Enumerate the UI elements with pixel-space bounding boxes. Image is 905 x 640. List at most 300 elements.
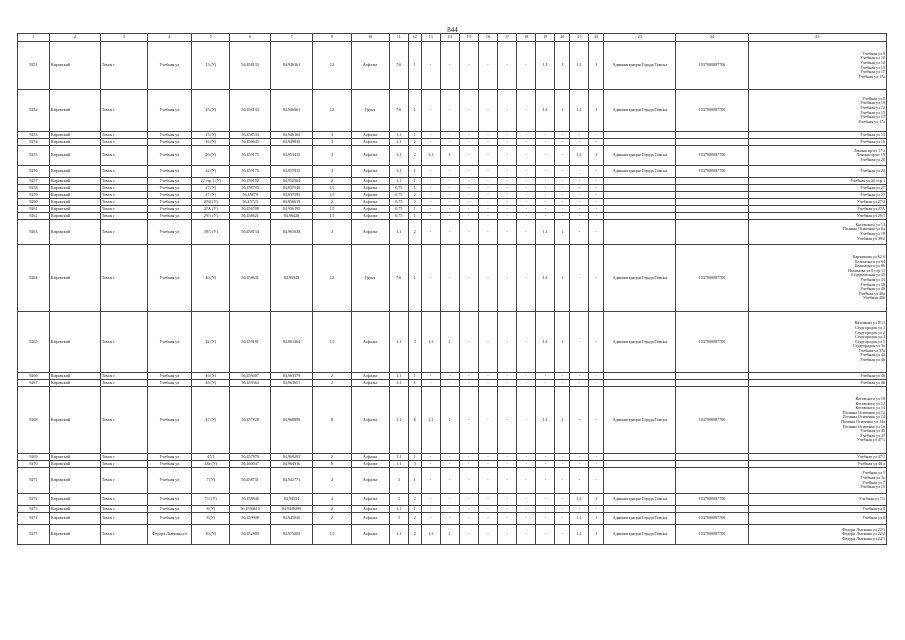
table-cell: 3 [313,166,351,178]
table-cell: - [498,132,517,139]
table-cell: - [498,185,517,192]
table-cell: Администрация Города Томска [604,90,676,132]
header-row [18,34,887,42]
table-cell: 1 [440,525,459,545]
table-cell: 9272 [18,494,50,506]
table-cell: Кировский [49,387,100,454]
address-line: Учебная ул 46 [860,372,885,378]
table-cell [676,454,748,461]
table-cell: 1 [408,90,421,132]
table-cell: 56,4594610 [230,506,270,513]
address-line: Учебная ул 46 [860,357,885,363]
table-cell: 1,1 [570,146,589,166]
table-cell [676,213,748,220]
table-cell: - [536,192,555,199]
table-cell [676,220,748,245]
table-cell: Учебная ул [147,132,192,139]
table-cell: - [517,90,536,132]
table-cell: 9270 [18,461,50,468]
table-cell: 84,95949 [270,245,312,312]
address-line: Учебная ул 17 [860,114,885,120]
table-cell: 56,458731 [230,468,270,494]
table-cell: - [498,387,517,454]
table-cell: Асфальт [351,178,389,185]
table-cell: Кировский [49,461,100,468]
table-cell: - [536,468,555,494]
table-cell: Учебная ул [147,139,192,146]
table-cell: 9253 [18,132,50,139]
address-list-cell [748,373,886,380]
table-cell: Кировский [49,213,100,220]
table-cell: - [421,220,440,245]
table-cell: 56,459908 [230,513,270,525]
table-cell: 1 [408,245,421,312]
table-cell: - [536,380,555,387]
table-cell: - [498,206,517,213]
table-cell: - [517,373,536,380]
table-cell: - [478,178,497,185]
table-cell: - [536,185,555,192]
address-line: Учебная ул 37а [858,347,885,353]
table-row [18,178,887,185]
header-cell: 22 [589,34,604,42]
table-cell: - [570,506,589,513]
table-cell: 9265 [18,312,50,373]
table-cell: 9252 [18,90,50,132]
table-cell: - [570,454,589,461]
table-cell: 7,6 [389,42,408,90]
table-cell: 2 [313,454,351,461]
header-cell: 2 [49,34,100,42]
address-line: Учебная ул 45 [860,428,885,434]
address-list-cell [748,380,886,387]
table-cell: Асфальт [351,312,389,373]
table-cell: 1,1 [389,220,408,245]
table-cell: - [498,380,517,387]
table-cell: 1 [408,42,421,90]
address-list-cell [748,245,886,312]
table-cell: - [478,192,497,199]
table-cell: Асфальт [351,220,389,245]
table-cell: Администрация Города Томска [604,42,676,90]
table-cell: - [555,513,570,525]
table-row [18,525,887,545]
table-cell: 30 (У) [192,525,230,545]
table-cell: 1037000087706 [676,90,748,132]
table-cell: 84,94554 [270,494,312,506]
table-cell [604,213,676,220]
table-cell: - [555,146,570,166]
table-cell: - [498,513,517,525]
table-cell: 84,96428 [270,213,312,220]
table-cell: 6 [313,461,351,468]
table-row [18,166,887,178]
table-row [18,199,887,206]
table-cell: - [517,213,536,220]
table-cell: - [589,312,604,373]
header-cell: 9 [313,34,351,42]
table-cell: 1,5 [313,213,351,220]
table-cell: Асфальт [351,42,389,90]
address-list-cell [748,42,886,90]
table-cell: Кировский [49,146,100,166]
table-cell: 1,1 [421,525,440,545]
table-cell: - [440,245,459,312]
table-cell: Асфальт [351,213,389,220]
table-cell: Томск г [100,454,147,461]
table-cell: 12 [313,245,351,312]
table-cell: - [459,185,478,192]
table-cell: 1,1 [389,506,408,513]
table-cell [676,373,748,380]
table-cell: Учебная ул [147,199,192,206]
address-list-cell [748,139,886,146]
table-cell: 1,1 [389,387,408,454]
table-row [18,42,887,90]
table-cell: - [478,373,497,380]
table-cell: 2 [408,494,421,506]
table-cell: 56,458795 [230,185,270,192]
table-cell: - [555,139,570,146]
address-line: Федора Лыткина ул 22/2 [842,531,885,537]
table-cell: 3 [313,220,351,245]
table-cell: - [555,185,570,192]
table-cell: Томск г [100,468,147,494]
table-cell: 9255 [18,146,50,166]
table-cell: Кировский [49,312,100,373]
table-cell: 46 (У) [192,373,230,380]
table-cell: - [498,494,517,506]
table-row [18,132,887,139]
table-cell: 3 [313,146,351,166]
table-cell [676,178,748,185]
table-cell: 1037000087706 [676,312,748,373]
address-line: Котовского ул 13 [855,221,885,227]
table-cell: - [459,132,478,139]
table-cell: - [589,192,604,199]
table-cell: Томск г [100,185,147,192]
table-cell: 9275 [18,525,50,545]
address-line: Учебная ул 8 [862,95,885,101]
table-cell: - [517,494,536,506]
table-cell: - [517,387,536,454]
address-line: Полины Осипенко ул 6а [843,226,885,232]
table-cell: - [536,132,555,139]
table-cell: Учебная ул [147,245,192,312]
table-cell: - [498,192,517,199]
table-cell: - [440,506,459,513]
table-cell: - [555,494,570,506]
address-list-cell [748,132,886,139]
table-cell: 1 [408,380,421,387]
table-cell: - [570,213,589,220]
address-line: Учебная ул 8 [862,50,885,56]
table-cell: Кировский [49,373,100,380]
table-cell [676,461,748,468]
table-cell [604,373,676,380]
table-cell: 84,945042 [270,513,312,525]
table-cell: Кировский [49,220,100,245]
table-cell: 42 (У) [192,312,230,373]
table-cell: 1037000087706 [676,525,748,545]
table-cell: Учебная ул [147,192,192,199]
table-cell: 1,1 [570,90,589,132]
table-cell: - [459,494,478,506]
table-cell: 1,1 [389,525,408,545]
table-cell: - [421,192,440,199]
table-cell: Грунт [351,90,389,132]
table-body [18,42,887,545]
table-cell: 3 [389,513,408,525]
table-cell: 56,458533 [230,132,270,139]
address-line: Студгородок ул 3 [854,334,885,340]
table-cell: - [536,454,555,461]
table-cell: 84,946164 [270,132,312,139]
header-cell: 11 [389,34,408,42]
table-row [18,468,887,494]
table-cell [604,454,676,461]
address-line: Котовского ул 14 [855,405,885,411]
table-cell: 15 (У) [192,42,230,90]
address-line: Учебная ул 40 [860,286,885,292]
address-line: Учебная ул 15 [860,131,885,137]
table-cell: - [440,373,459,380]
table-cell [604,506,676,513]
table-cell: - [570,373,589,380]
table-cell: - [459,42,478,90]
table-cell: 56,457828 [230,387,270,454]
table-cell: 9258 [18,185,50,192]
table-cell: Томск г [100,213,147,220]
table-cell: 1,1 [570,513,589,525]
table-cell: 1 [589,146,604,166]
table-cell: 9251 [18,42,50,90]
table-cell: 9271 [18,468,50,494]
table-cell: - [517,199,536,206]
address-list-cell [748,312,886,373]
table-cell: Асфальт [351,387,389,454]
table-cell: - [589,139,604,146]
table-cell: - [498,454,517,461]
table-cell: 56,459191 [230,312,270,373]
table-cell: Кировский [49,380,100,387]
address-line: Учебная 40б [863,295,885,301]
table-cell: Кировский [49,178,100,185]
table-cell: 29/1 (У) [192,213,230,220]
table-cell: 56,45723 [230,199,270,206]
table-row [18,146,887,166]
address-line: Учебная ул 20 [860,156,885,162]
address-line: Учебная ул 17а [858,118,885,124]
table-cell: - [570,245,589,312]
address-list-cell [748,387,886,454]
table-cell: - [589,245,604,312]
table-cell: Асфальт [351,166,389,178]
table-cell: 0,75 [389,192,408,199]
table-cell: 56,458133 [230,42,270,90]
table-cell: 56,460047 [230,461,270,468]
address-line: Полины Осипенко ул 16 [842,423,885,429]
table-cell: 27 (У) [192,185,230,192]
table-cell: 2 [408,525,421,545]
table-cell: Асфальт [351,132,389,139]
table-cell: - [440,42,459,90]
table-cell: 84,952564 [270,178,312,185]
header-cell: 19 [536,34,555,42]
table-cell: - [498,461,517,468]
table-cell: - [459,90,478,132]
table-cell: - [478,213,497,220]
table-cell: 84,973203 [270,525,312,545]
table-cell: - [421,206,440,213]
table-cell: - [459,461,478,468]
table-cell: - [421,139,440,146]
table-cell: - [421,245,440,312]
table-cell: 1,5 [313,206,351,213]
table-cell: 2 [408,199,421,206]
address-line: Федора Лыткина ул 24/1 [842,535,885,541]
table-cell: Учебная ул [147,42,192,90]
table-cell: 56,458846 [230,494,270,506]
address-line: Учебная ул 15 [860,64,885,70]
table-cell: 22 стр 1 (У) [192,178,230,185]
table-cell: - [459,387,478,454]
address-list-cell [748,166,886,178]
address-line: Учебная ул 22 стр 1 [850,177,885,183]
table-cell: 1 [408,468,421,494]
table-cell: - [589,213,604,220]
address-list-cell [748,178,886,185]
table-row [18,213,887,220]
table-cell: Кировский [49,192,100,199]
table-cell: - [440,139,459,146]
table-cell [604,178,676,185]
table-cell: Асфальт [351,454,389,461]
table-row [18,461,887,468]
table-cell: Федора Лыткина ул [147,525,192,545]
header-cell: 4 [147,34,192,42]
table-cell: 8 (У) [192,513,230,525]
table-cell: 2 [313,506,351,513]
table-cell: - [536,166,555,178]
table-cell: - [478,42,497,90]
address-line: Учебная ул 17 [860,69,885,75]
address-line: Полины Осипенко ул 12 [842,409,885,415]
table-cell: 9257 [18,178,50,185]
table-cell: - [498,525,517,545]
table-cell: Администрация Города Томска [604,245,676,312]
table-cell: Асфальт [351,146,389,166]
table-cell: 9259 [18,192,50,199]
table-cell: - [478,380,497,387]
table-cell: 8 (У) [192,506,230,513]
table-cell [604,139,676,146]
address-line: Студгородок ул 2 [854,329,885,335]
table-cell: 1 [555,90,570,132]
table-cell: - [459,245,478,312]
header-cell: 16 [478,34,497,42]
table-cell: - [555,206,570,213]
table-cell: 84,956195 [270,206,312,213]
table-cell [676,506,748,513]
table-cell: 0,75 [389,206,408,213]
table-cell: 25 (У) [192,90,230,132]
table-cell: - [555,525,570,545]
table-cell: - [440,468,459,494]
table-cell: - [536,373,555,380]
table-cell [604,468,676,494]
table-row [18,185,887,192]
table-cell: - [589,166,604,178]
table-cell: 56,459364 [230,380,270,387]
table-cell: - [517,220,536,245]
table-cell: - [589,206,604,213]
address-list-cell [748,525,886,545]
registry-table [17,33,887,545]
table-cell: 1 [589,42,604,90]
table-cell [604,461,676,468]
table-cell: 9260 [18,199,50,206]
table-cell: - [589,373,604,380]
table-cell: 1,1 [389,312,408,373]
table-cell: - [570,461,589,468]
table-cell: - [421,42,440,90]
table-cell: Учебная ул [147,461,192,468]
table-cell: - [570,468,589,494]
table-cell: 46 (У) [192,380,230,387]
table-cell: - [478,461,497,468]
table-cell: 9254 [18,139,50,146]
address-line: Учебная ул 27А [857,205,885,211]
table-cell: 56,459175 [230,146,270,166]
table-cell: 1037000087706 [676,42,748,90]
header-cell: 7 [270,34,312,42]
table-cell: 2 [408,146,421,166]
address-line: Учебная ул 34 [860,277,885,282]
table-cell: Кировский [49,525,100,545]
table-cell: 84,963651 [270,380,312,387]
table-cell: 1 [408,166,421,178]
table-cell: - [570,132,589,139]
table-cell: - [536,139,555,146]
table-cell: 1 [408,132,421,139]
table-cell: - [478,90,497,132]
table-cell: Учебная ул [147,166,192,178]
table-cell: Томск г [100,387,147,454]
table-cell: - [536,513,555,525]
table-cell: - [421,494,440,506]
table-cell: - [459,206,478,213]
table-cell: Томск г [100,380,147,387]
table-cell: - [478,525,497,545]
table-cell: - [570,199,589,206]
table-cell: - [421,213,440,220]
table-cell: 39/1 (У) [192,220,230,245]
table-cell: - [440,166,459,178]
table-cell: Учебная ул [147,373,192,380]
table-cell: 48а (У) [192,461,230,468]
table-cell: Томск г [100,373,147,380]
address-line: Учебная ул 15 [860,109,885,115]
table-cell: - [555,506,570,513]
table-cell: 7/1 (У) [192,494,230,506]
table-cell: 1 [408,206,421,213]
table-cell: 3 [408,461,421,468]
address-list-cell [748,206,886,213]
table-cell: - [517,178,536,185]
table-cell: - [517,132,536,139]
address-line: Учебная ул 22 [860,168,885,174]
